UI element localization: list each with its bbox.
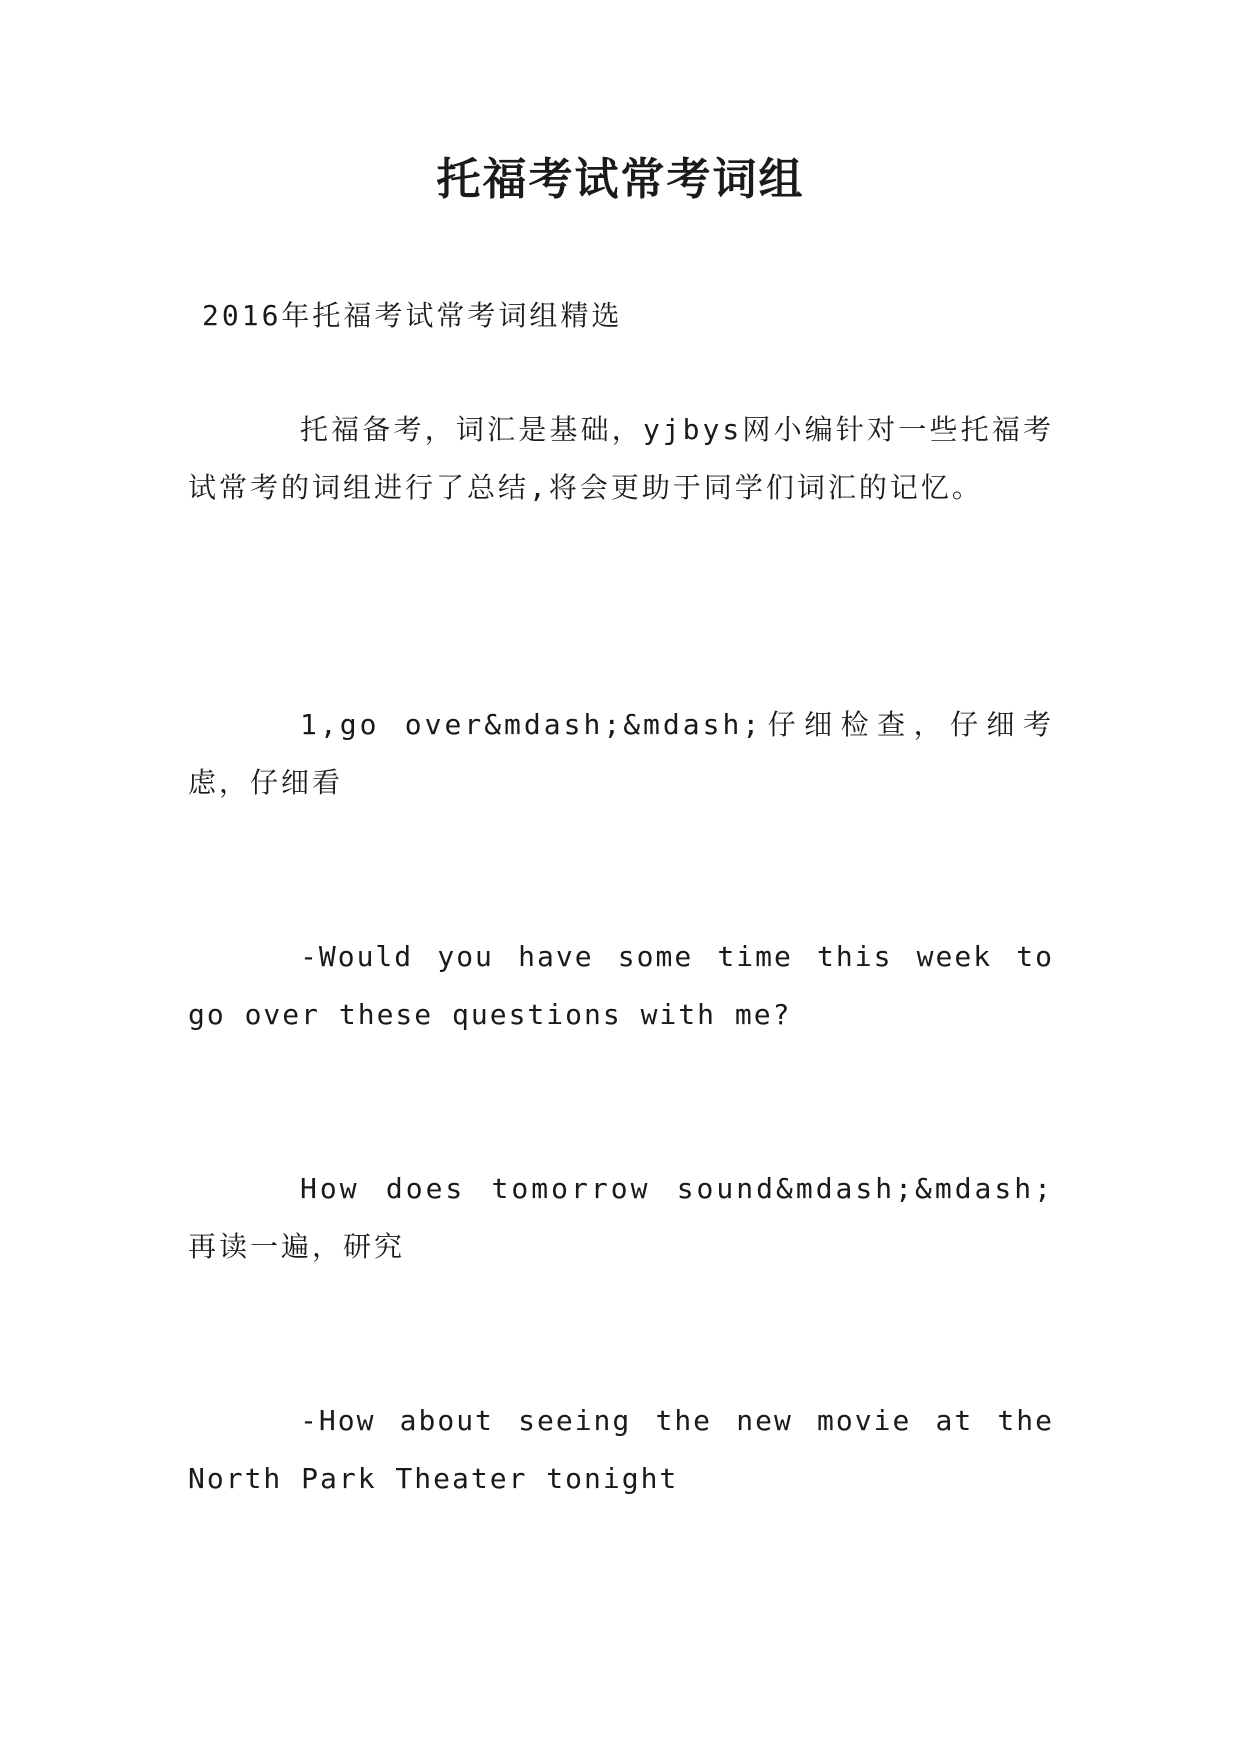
intro-paragraph: 托福备考，词汇是基础，yjbys网小编针对一些托福考试常考的词组进行了总结,将会更助于同学们词汇的记忆。	[188, 413, 1054, 504]
example-paragraph-2: How does tomorrow sound&mdash;&mdash;再读一遍，研究	[188, 1172, 1054, 1263]
example-paragraph-3: -How about seeing the new movie at the North Park Theater tonight	[188, 1404, 1054, 1495]
example-paragraph-1: -Would you have some time this week to go over these questions with me?	[188, 940, 1054, 1031]
subtitle-paragraph: 2016年托福考试常考词组精选	[202, 299, 623, 332]
page-title: 托福考试常考词组	[436, 154, 805, 205]
phrase-item-paragraph: 1,go over&mdash;&mdash;仔细检查，仔细考虑，仔细看	[188, 708, 1054, 799]
